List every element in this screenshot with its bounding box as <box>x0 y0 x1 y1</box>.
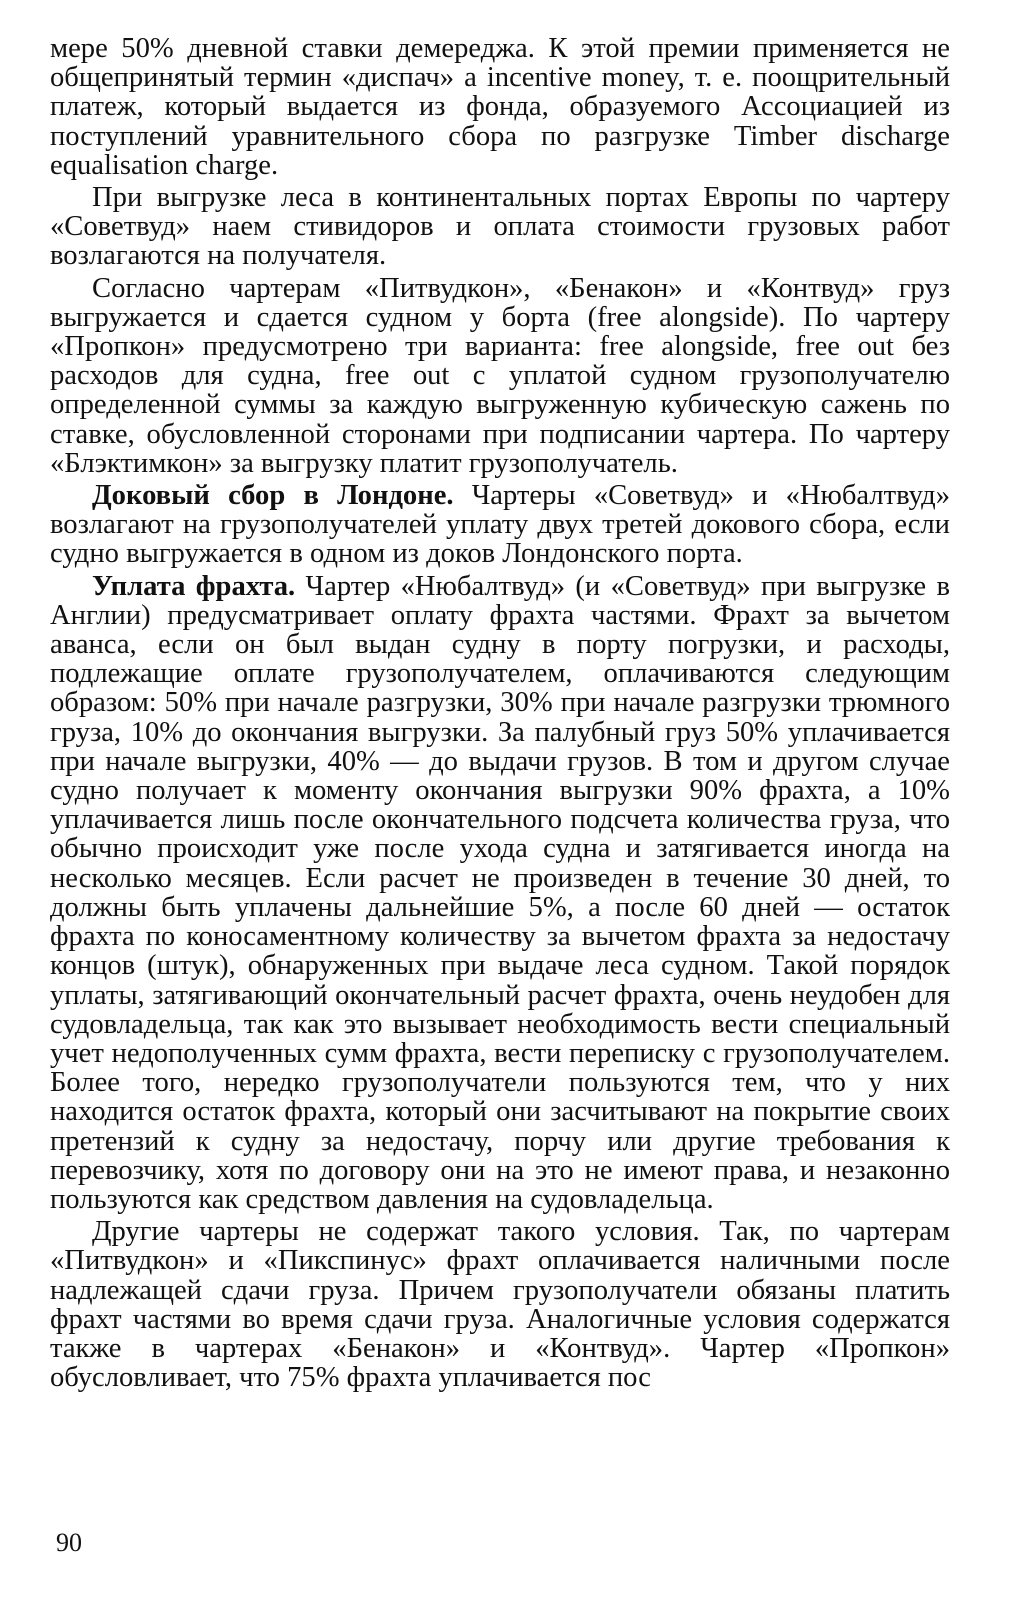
paragraph-1-text: мере 50% дневной ставки демереджа. К этой премии применяется не общепринятый термин «диспач» а incentive money, т. е. поощрительный платеж, который выдается из фонда, образуемого Ассоциацией из поступлений уравнительного сбора по разгрузке Timber discharge equalisation charge. <box>50 33 950 181</box>
paragraph-6-text: Другие чартеры не содержат такого условия. Так, по чартерам «Питвудкон» и «Пикспинус» фрахт оплачивается наличными после надлежащей сдачи груза. Причем грузополучатели обязаны платить фрахт частями во время сдачи груза. Аналогичные условия содержатся также в чартерах «Бенакон» и «Контвуд». Чартер «Пропкон» обусловливает, что 75% фрахта уплачивается пос <box>50 1216 950 1394</box>
paragraph-4-text: Чартеры «Советвуд» и «Нюбалтвуд» возлагают на грузополучателей уплату двух третей докового сбора, если судно выгружается в одном из доков Лондонского порта. <box>50 480 950 570</box>
paragraph-2 <box>50 183 950 271</box>
paragraph-2-text: При выгрузке леса в континентальных портах Европы по чартеру «Советвуд» наем стивидоров и оплата стоимости грузовых работ возлагаются на получателя. <box>50 182 950 272</box>
paragraph-3-text: Согласно чартерам «Питвудкон», «Бенакон» и «Контвуд» груз выгружается и сдается судном у борта (free alongside). По чартеру «Пропкон» предусмотрено три варианта: free alongside, free out без расходов для судна, free out с уплатой судном грузополучателю определенной суммы за каждую выгруженную кубическую сажень по ставке, обусловленной сторонами при подписании чартера. По чартеру «Блэктимкон» за выгрузку платит грузополучатель. <box>50 272 950 479</box>
paragraph-6 <box>50 1217 950 1392</box>
paragraph-4-run-in-heading: Доковый сбор в Лондоне. <box>92 480 454 512</box>
paragraph-5-text: Чартер «Нюбалтвуд» (и «Советвуд» при выгрузке в Англии) предусматривает оплату фрахта частями. Фрахт за вычетом аванса, если он был выдан судну в порту погрузки, и расходы, подлежащие оплате грузополучателем, оплачиваются следующим образом: 50% при начале разгрузки, 30% при начале разгрузки трюмного груза, 10% до окончания выгрузки. За палубный груз 50% уплачивается при начале выгрузки, 40% — до выдачи грузов. В том и другом случае судно получает к моменту окончания выгрузки 90% фрахта, а 10% уплачивается лишь после окончательного подсчета количества груза, что обычно происходит уже после ухода судна и затягивается иногда на несколько месяцев. Если расчет не произведен в течение 30 дней, то должны быть уплачены дальнейшие 5%, а после 60 дней — остаток фрахта по коносаментному количеству за вычетом фрахта за недостачу концов (штук), обнаруженных при выдаче леса судном. Такой порядок уплаты, затягивающий окончательный расчет фрахта, очень неудобен для судовладельца, так как это вызывает необходимость вести специальный учет недополученных сумм фрахта, вести переписку с грузополучателем. Более того, нередко грузополучатели пользуются тем, что у них находится остаток фрахта, который они засчитывают на покрытие своих претензий к судну за недостачу, порчу или другие требования к перевозчику, хотя по договору они на это не имеют права, и незаконно пользуются как средством давления на судовладельца. <box>50 570 950 1215</box>
paragraph-5-run-in-heading: Уплата фрахта. <box>92 570 296 602</box>
paragraph-5 <box>50 572 950 1214</box>
book-page-body <box>50 34 950 1392</box>
paragraph-1 <box>50 34 950 180</box>
paragraph-3 <box>50 274 950 478</box>
page-number: 90 <box>56 1528 82 1557</box>
paragraph-4 <box>50 481 950 569</box>
